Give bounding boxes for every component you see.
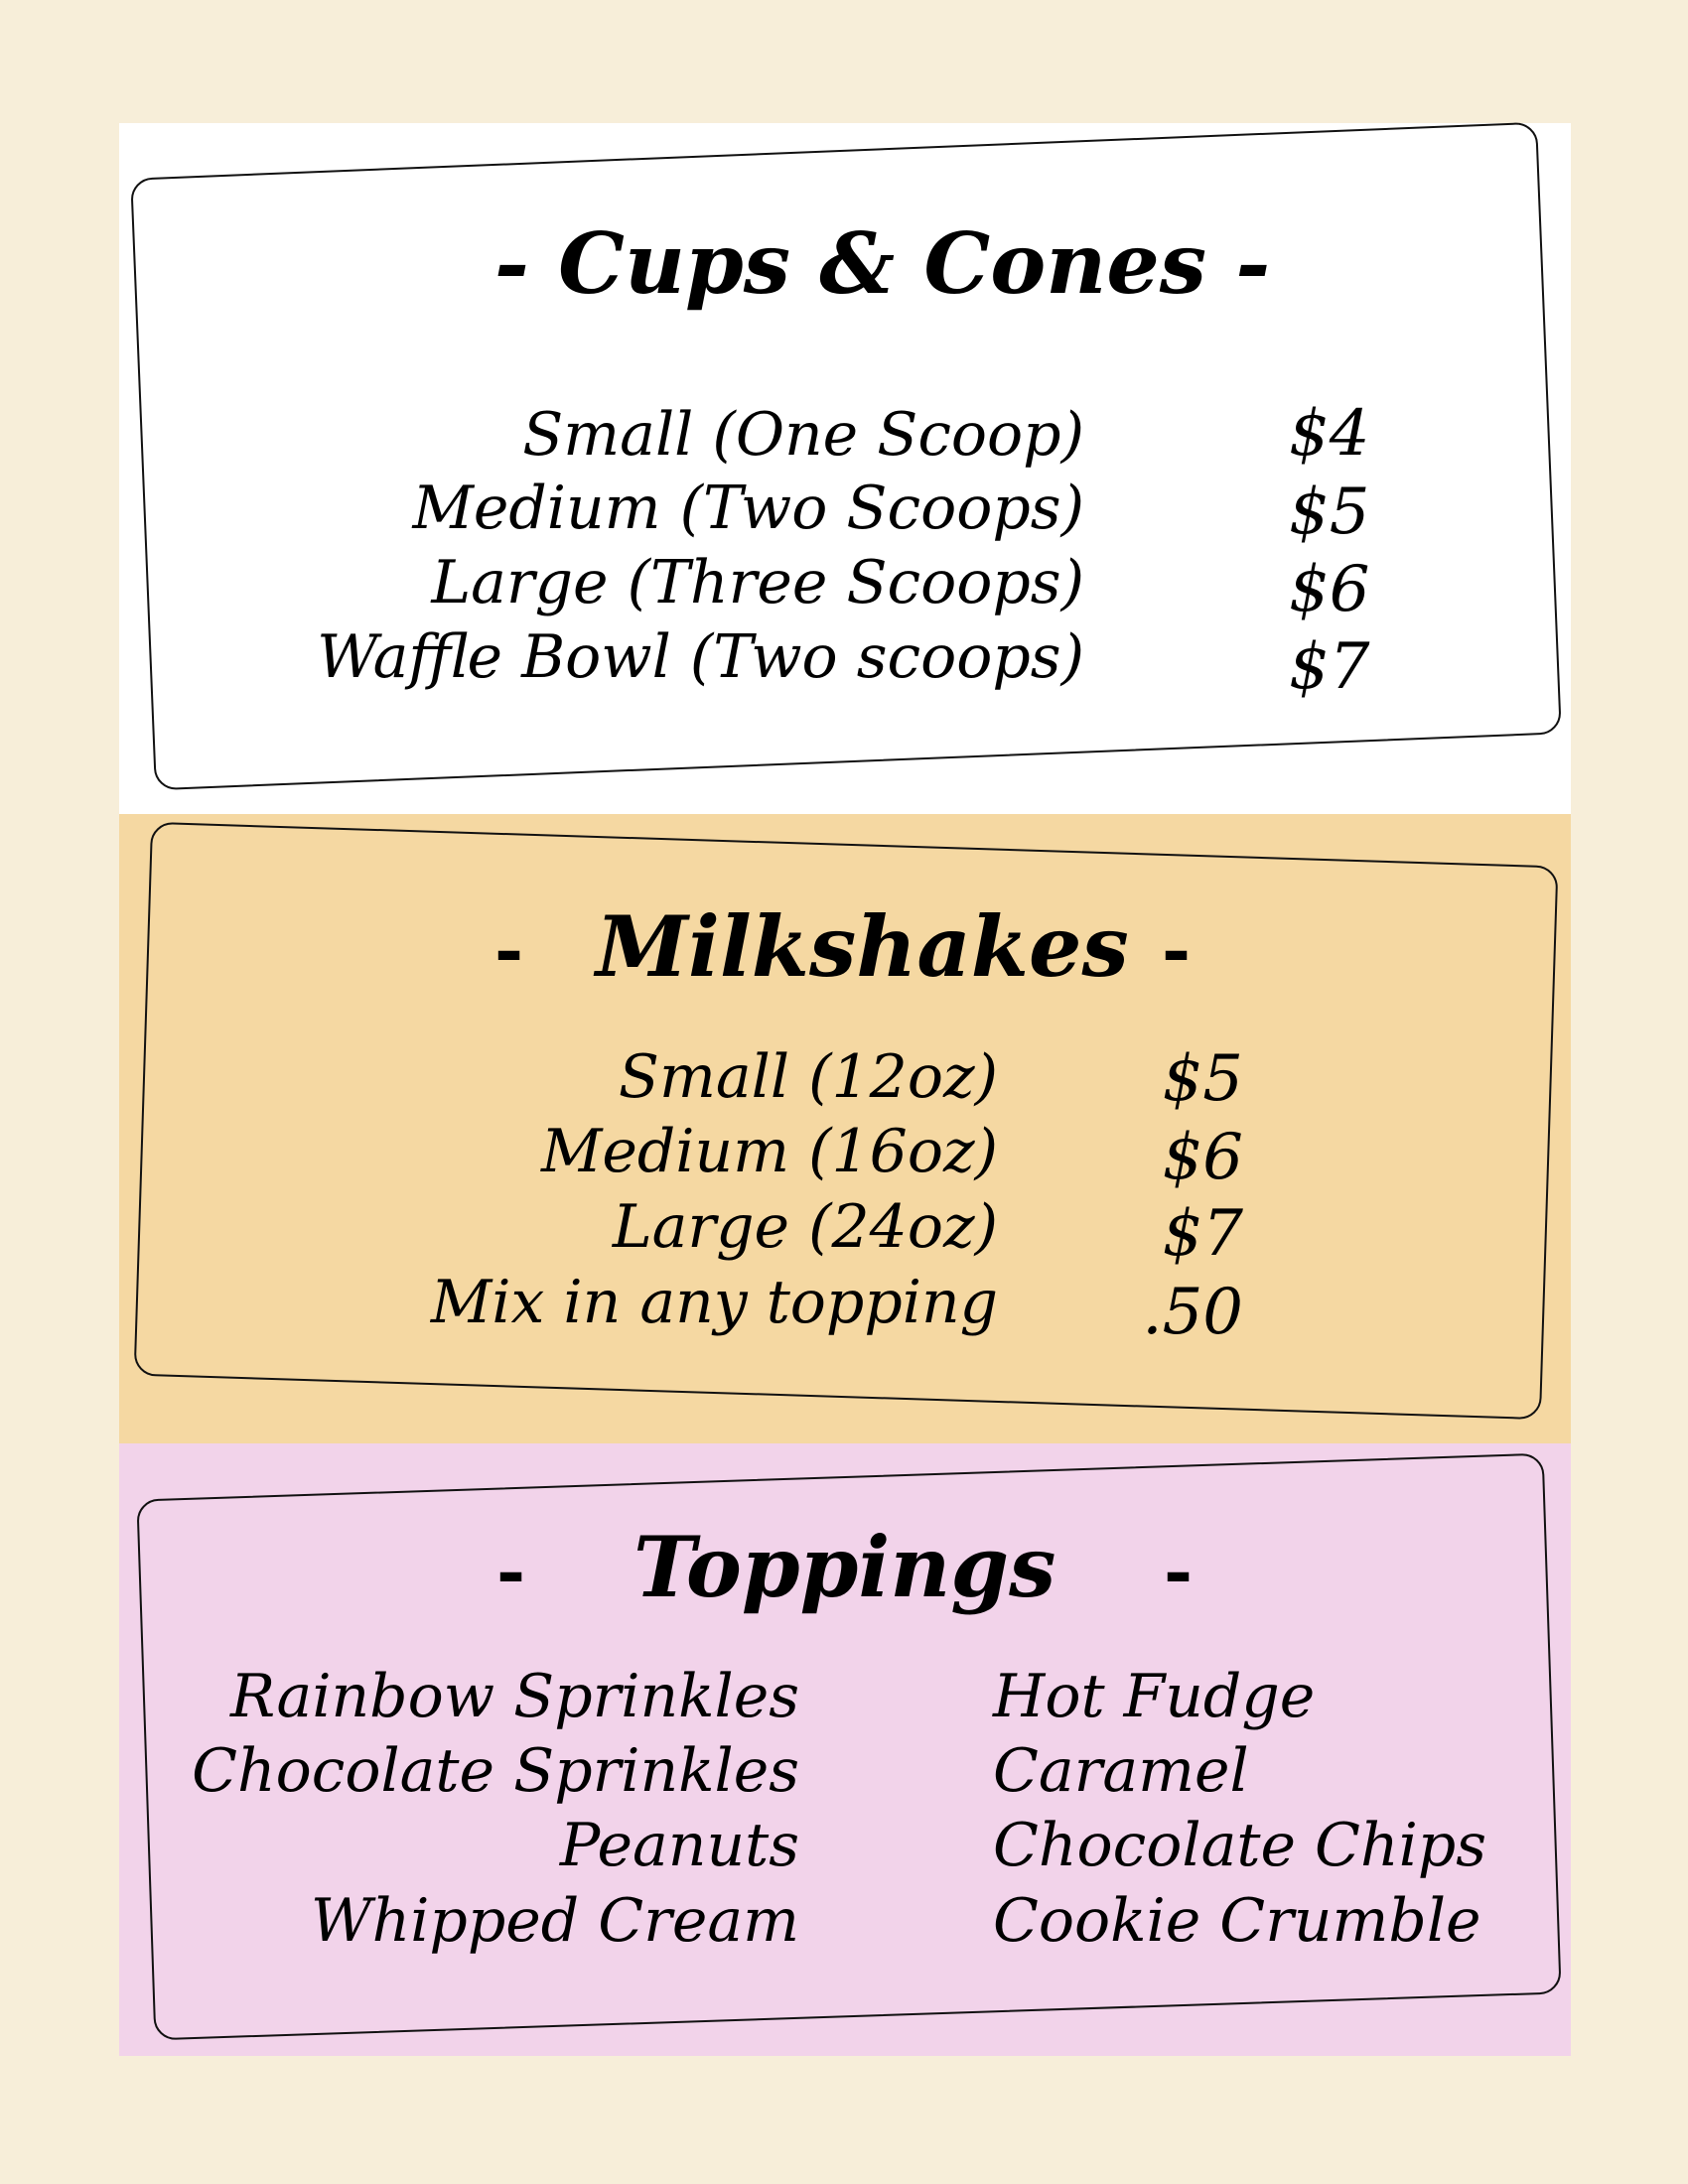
cups-heading: - Cups & Cones - bbox=[494, 214, 1271, 313]
cups-item-price: $6 bbox=[1289, 553, 1370, 626]
topping-right-item: Caramel bbox=[993, 1736, 1249, 1806]
cups-item-price: $4 bbox=[1289, 397, 1370, 471]
milkshakes-item-price: .50 bbox=[1142, 1276, 1243, 1349]
cups-item-price: $5 bbox=[1289, 476, 1370, 549]
topping-left-item: Rainbow Sprinkles bbox=[230, 1662, 799, 1731]
toppings-heading: Toppings bbox=[633, 1518, 1056, 1616]
milkshakes-item-price: $7 bbox=[1162, 1197, 1243, 1271]
cups-item-name: Medium (Two Scoops) bbox=[412, 474, 1084, 543]
milkshakes-heading-dash-left: - bbox=[494, 908, 524, 991]
cups-item-name: Waffle Bowl (Two scoops) bbox=[317, 622, 1084, 692]
topping-right-item: Hot Fudge bbox=[993, 1662, 1316, 1731]
milkshakes-item-price: $6 bbox=[1162, 1121, 1243, 1194]
milkshakes-item-name: Small (12oz) bbox=[618, 1042, 998, 1112]
cups-item-name: Small (One Scoop) bbox=[522, 400, 1084, 470]
cups-item-name: Large (Three Scoops) bbox=[431, 548, 1084, 617]
toppings-heading-dash-left: - bbox=[496, 1530, 526, 1612]
topping-right-item: Chocolate Chips bbox=[993, 1811, 1486, 1880]
milkshakes-item-name: Large (24oz) bbox=[612, 1192, 998, 1262]
topping-left-item: Peanuts bbox=[559, 1811, 799, 1880]
topping-left-item: Chocolate Sprinkles bbox=[192, 1736, 799, 1806]
topping-right-item: Cookie Crumble bbox=[993, 1886, 1481, 1956]
milkshakes-item-price: $5 bbox=[1162, 1042, 1243, 1116]
milkshakes-heading: Milkshakes bbox=[596, 897, 1129, 996]
toppings-heading-dash-right: - bbox=[1164, 1530, 1194, 1612]
milkshakes-item-name: Mix in any topping bbox=[430, 1268, 998, 1337]
cups-item-price: $7 bbox=[1289, 630, 1370, 704]
topping-left-item: Whipped Cream bbox=[310, 1886, 799, 1956]
milkshakes-item-name: Medium (16oz) bbox=[540, 1117, 998, 1186]
milkshakes-heading-dash-right: - bbox=[1162, 908, 1192, 991]
